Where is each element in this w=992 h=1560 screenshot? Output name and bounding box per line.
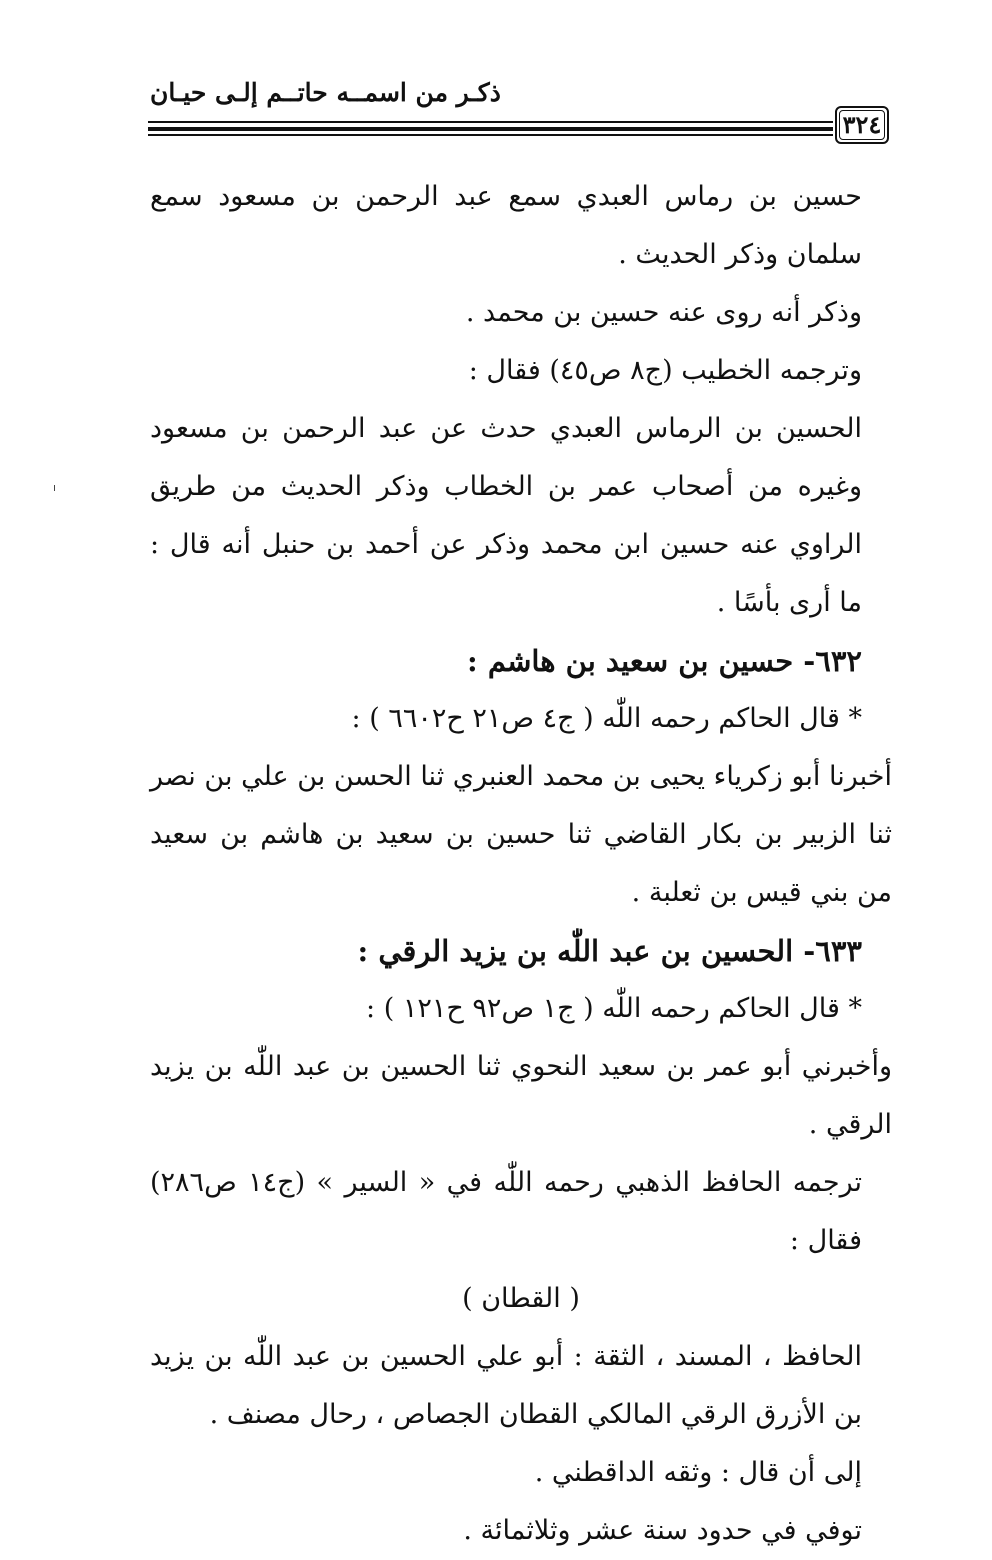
- running-header-title: [150, 78, 650, 107]
- body-text: [150, 168, 892, 1560]
- paragraph: توفي في حدود سنة عشر وثلاثمائة .: [463, 1515, 862, 1546]
- entry-heading: ٦٣٣- الحسين بن عبد اللّٰه بن يزيد الرقي :: [357, 934, 862, 968]
- paragraph: الحافظ ، المسند ، الثقة : أبو علي الحسين بن عبد اللّٰه بن يزيد بن الأزرق الرقي المالكي القطان الجصاص ، رحال مصنف .: [150, 1341, 862, 1430]
- paragraph: الحسين بن الرماس العبدي حدث عن عبد الرحمن بن مسعود وغيره من أصحاب عمر بن الخطاب وذكر الحديث من طريق الراوي عنه حسين ابن محمد وذكر عن أحمد بن حنبل أنه قال : ما أرى بأسًا .: [150, 413, 862, 618]
- paragraph: إلى أن قال : وثقه الداقطني .: [534, 1457, 862, 1488]
- header-rule-thick: [148, 127, 833, 131]
- centered-subtitle: ( القطان ): [462, 1283, 580, 1314]
- paragraph: حسين بن رماس العبدي سمع عبد الرحمن بن مسعود سمع سلمان وذكر الحديث .: [150, 181, 862, 270]
- paragraph: وذكر أنه روى عنه حسين بن محمد .: [465, 297, 862, 328]
- paragraph: * قال الحاكم رحمه اللّٰه ( ج١ ص٩٢ ح١٢١ ) :: [366, 993, 862, 1024]
- paragraph: وأخبرني أبو عمر بن سعيد النحوي ثنا الحسين بن عبد اللّٰه بن يزيد الرقي .: [150, 1051, 892, 1140]
- page-number: ٣٢٤: [835, 106, 889, 144]
- header-rule: [148, 118, 833, 140]
- paragraph: * قال الحاكم رحمه اللّٰه ( ج٤ ص٢١ ح٦٦٠٢ ) :: [351, 703, 862, 734]
- paragraph: ترجمه الحافظ الذهبي رحمه اللّٰه في « السير » (ج١٤ ص٢٨٦) فقال :: [150, 1167, 862, 1256]
- header-rule-thin-bottom: [148, 134, 833, 136]
- paragraph: أخبرنا أبو زكرياء يحيى بن محمد العنبري ثنا الحسن بن علي بن نصر ثنا الزبير بن بكار القاضي ثنا حسين بن سعيد بن هاشم بن سعيد من بني قيس بن ثعلبة .: [150, 761, 892, 908]
- paragraph: وترجمه الخطيب (ج٨ ص٤٥) فقال :: [468, 355, 862, 386]
- header-rule-thin-top: [148, 121, 833, 123]
- scan-edge-mark: [54, 485, 55, 491]
- entry-heading: ٦٣٢- حسين بن سعيد بن هاشم :: [467, 644, 862, 678]
- running-header-text: ذكـر من اسمــه حاتــم إلـى حيـان: [150, 78, 501, 107]
